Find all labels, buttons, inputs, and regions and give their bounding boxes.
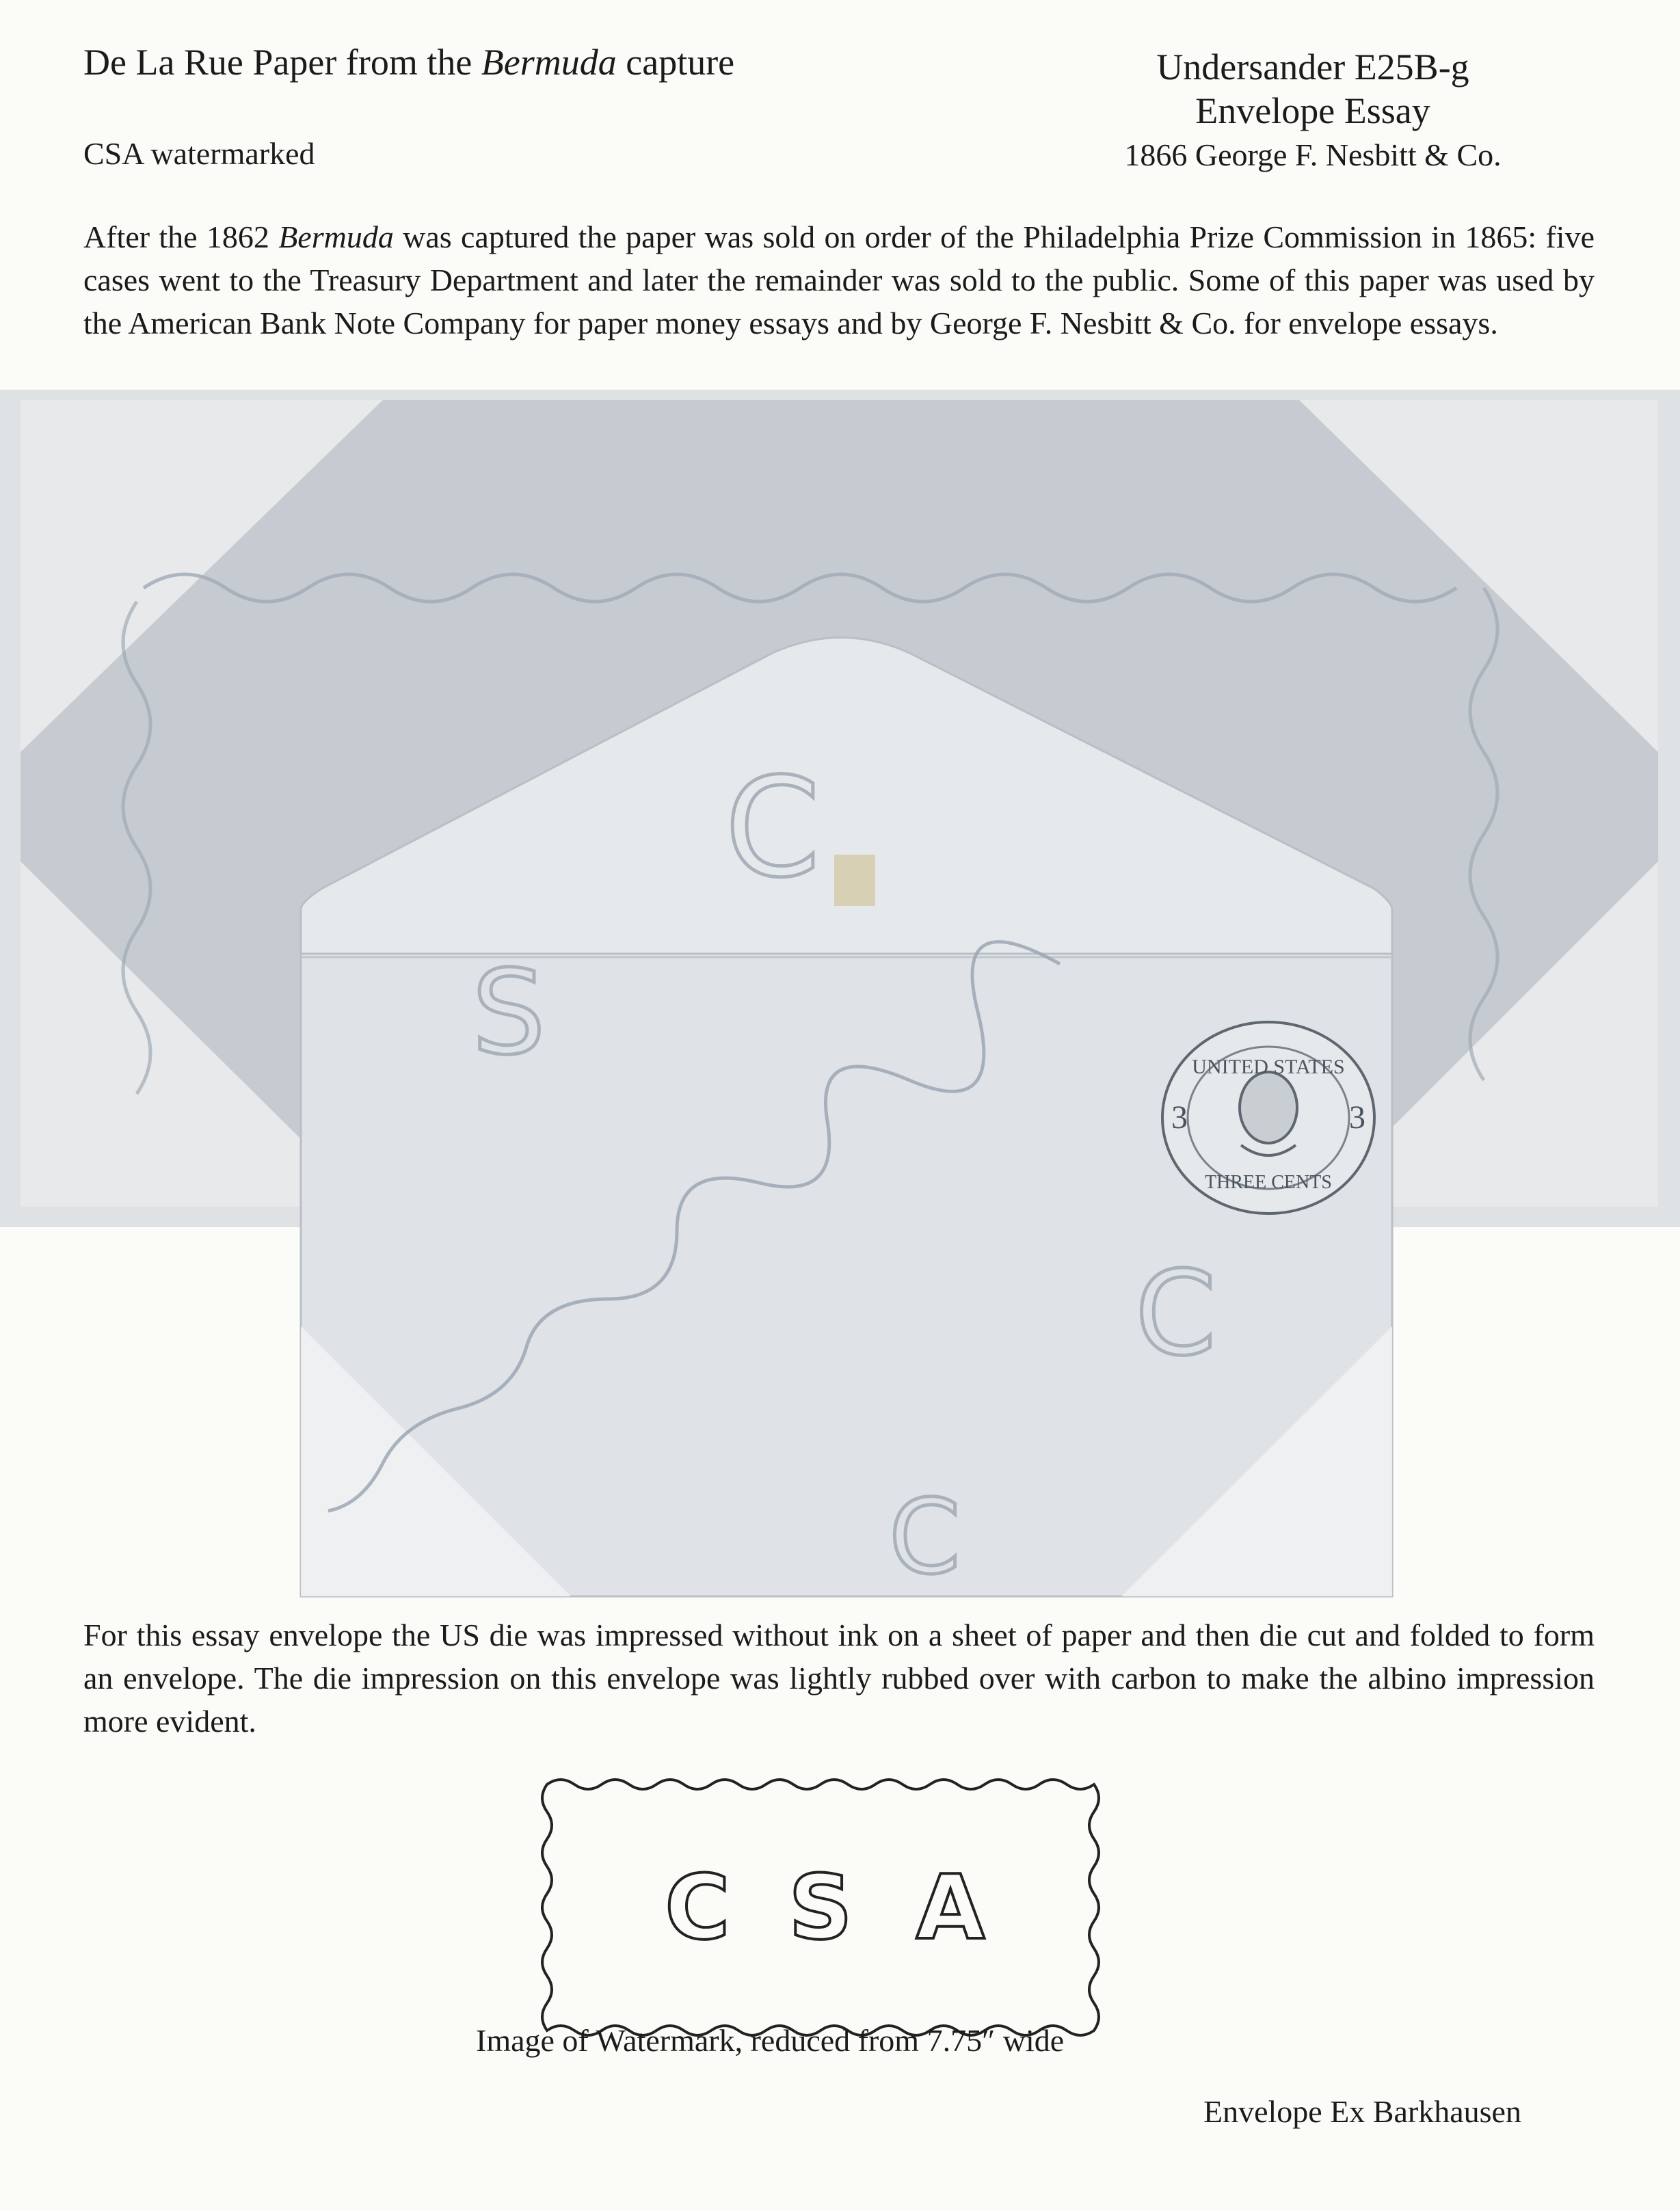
watermark-letter-2: S [788,1855,853,1959]
intro-paragraph [83,215,1595,345]
title-prefix: De La Rue Paper from the [83,42,472,83]
watermark-letter-c2: C [1135,1246,1216,1382]
intro-italic: Bermuda [278,219,394,254]
title-suffix: capture [626,42,735,83]
exhibit-title [83,41,734,83]
description-paragraph: For this essay envelope the US die was impressed without ink on a sheet of paper and then die cut and folded to form an envelope. The die impression on this envelope was lightly rubbed over with carbon to make the albino impression more evident. [83,1618,1595,1739]
catalog-type: Envelope Essay [1195,90,1430,131]
envelope-photo [0,383,1680,1613]
title-italic: Bermuda [481,42,617,83]
watermark-letter-3: A [916,1855,985,1959]
watermark-drawing [533,1771,1149,2044]
catalog-maker: 1866 George F. Nesbitt & Co. [1124,137,1502,172]
watermark-letter-c: C [725,749,821,908]
catalog-block [1067,45,1559,176]
watermark-letter-c3: C [889,1478,961,1597]
watermark-letter-1: C [665,1855,730,1959]
watermark-caption: Image of Watermark, reduced from 7.75″ wide [476,2023,1065,2058]
embossed-stamp [1162,1022,1374,1214]
paper-stain [834,855,875,906]
intro-part2: was captured the paper was sold on order of the Philadelphia Prize Commission in 1865: five cases went to the Treasury Department and later the remainder was sold to the public. Some of this paper was used by the American Bank Note Company for paper money essays and by George F. Nesbitt & Co. for envelope essays. [83,219,1595,340]
exhibit-subtitle: CSA watermarked [83,136,315,171]
stamp-bottom-text: THREE CENTS [1205,1172,1332,1193]
stamp-value-right: 3 [1349,1099,1365,1136]
stamp-top-text: UNITED STATES [1192,1056,1345,1078]
stamp-value-left: 3 [1171,1099,1188,1136]
catalog-number: Undersander E25B-g [1156,46,1469,88]
intro-part1: After the 1862 [83,219,269,254]
washington-bust [1240,1072,1297,1143]
watermark-letter-s: S [472,946,546,1081]
provenance-note: Envelope Ex Barkhausen [1203,2094,1521,2129]
